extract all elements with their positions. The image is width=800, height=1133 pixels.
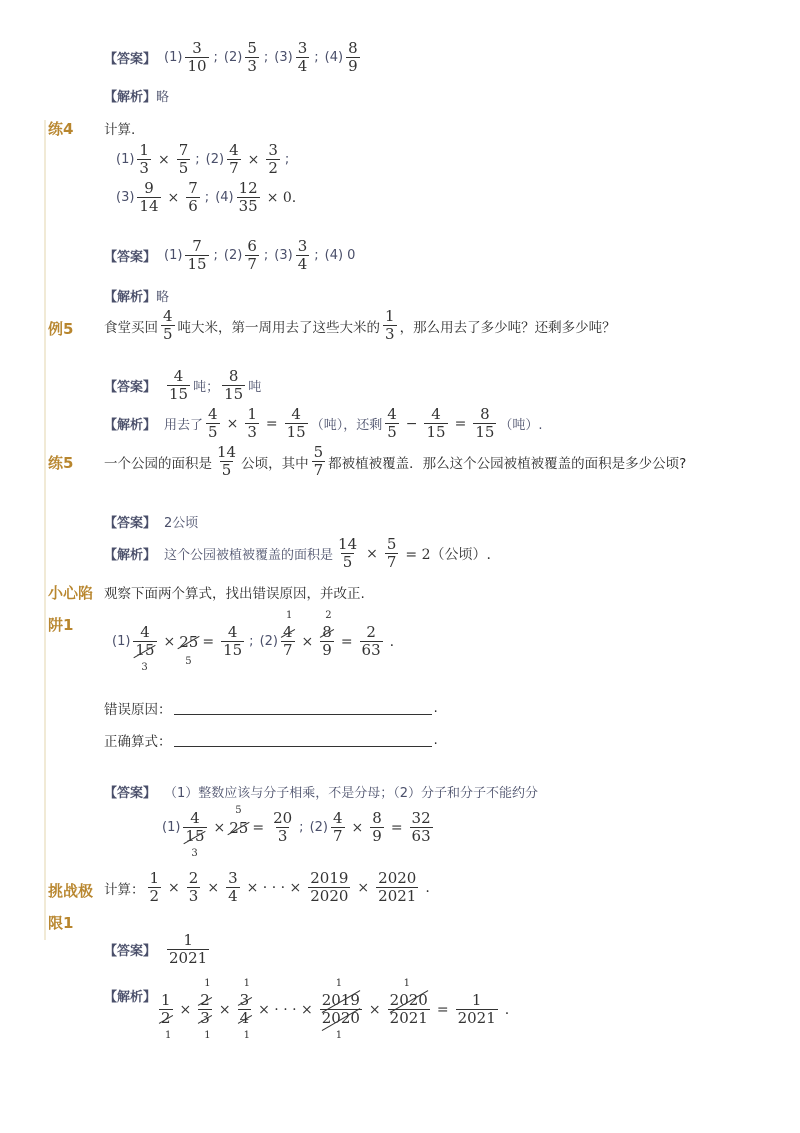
fraction: $\frac{4}{5}$ [387, 405, 397, 442]
li5-answer [104, 368, 261, 404]
answer-label: 【答案】 [104, 516, 157, 531]
q-text: ，那么用去了多少吨？还剩多少吨？ [399, 319, 616, 336]
part-label: (3) [274, 50, 293, 66]
part-label: (1) [112, 634, 131, 650]
fraction: $\frac{12}{35}$ [238, 179, 258, 216]
fraction: $\frac{7}{6}$ [188, 179, 198, 216]
unit: 吨 [248, 380, 262, 396]
fraction: $\frac{8}{9}$ [372, 809, 382, 846]
analysis-label: 【解析】 [104, 990, 157, 1005]
fraction: $\frac{8}{15}$ [224, 367, 244, 404]
lian4-line1: (1) $\frac{1}{3}$ × $\frac{7}{5}$ ; (2) $\frac{4}{7}$ × $\frac{3}{2}$ ; [116, 141, 290, 178]
fraction: $\frac{8}{9}$ [348, 39, 358, 76]
fraction: $\frac{3}{4}$ [297, 39, 308, 76]
fraction: $\frac{8}{15}$ [475, 405, 495, 442]
fraction: $\frac{4}{15}$ [169, 367, 189, 404]
fraction: $\frac{1}{3}$ [385, 307, 395, 344]
analysis-row-1 [104, 86, 169, 105]
fraction: $\frac{20}{3}$ [273, 809, 293, 846]
a-text: （吨），还剩 [310, 418, 383, 434]
lian4-line2: (3) $\frac{9}{14}$ × $\frac{7}{6}$ ; (4) $\frac{12}{35}$ × 0. [116, 179, 297, 216]
fraction: 2 3 1 1 [200, 978, 211, 1041]
answer-label: 【答案】 [104, 52, 157, 68]
fraction: $\frac{32}{63}$ [411, 809, 431, 846]
li5-question [104, 308, 616, 344]
a-text: 这个公园被植被覆盖的面积是 [164, 548, 334, 564]
part-label: (1) [162, 820, 181, 836]
fraction: $\frac{6}{7}$ [247, 237, 257, 274]
fraction: $\frac{3}{2}$ [268, 141, 278, 178]
answer-label: 【答案】 [104, 944, 157, 960]
fraction: $\frac{4}{15}$ [286, 405, 306, 442]
zero: 0 [347, 248, 356, 264]
section-challenge-2: 限1 [48, 914, 74, 932]
lian4-question: 计算. [104, 122, 136, 138]
fraction: $\frac{2020}{2021}$ [378, 869, 417, 906]
a-text: = 2（公顷）. [405, 546, 491, 563]
analysis-label: 【解析】 [104, 418, 157, 434]
part-label: (2) [205, 152, 225, 168]
fraction: $\frac{1}{3}$ [247, 405, 257, 442]
fraction: $\frac{5}{7}$ [313, 443, 324, 480]
part-label: (1) [164, 50, 183, 66]
fraction: $\frac{2}{63}$ [361, 623, 381, 660]
part-label: (2) [309, 820, 328, 836]
q-text: 吨大米，第一周用去了这些大米的 [177, 319, 381, 336]
q-text: 公顷，其中 [241, 455, 309, 472]
answer-label: 【答案】 [104, 786, 157, 801]
section-challenge: 挑战极 [48, 882, 94, 900]
error-reason-line: 错误原因： . [104, 700, 438, 718]
fraction: $\frac{4}{5}$ [163, 307, 173, 344]
fraction: 4 15 3 [135, 623, 155, 673]
part-label: (2) [223, 248, 243, 264]
analysis-label: 【解析】 [104, 548, 157, 564]
fraction: 8 9 2 [322, 610, 332, 660]
error-reason-label: 错误原因： [104, 702, 172, 718]
a-text: （吨）. [499, 418, 543, 434]
part-label: (1) [116, 152, 135, 168]
trap-answer-formulas: (1) 4 15 3 × 25 5 = $\frac{20}{3}$ ; (2) $\frac{4}{7}$ × $\frac{8}{9}$ = $\frac{32}{63}$ [162, 804, 431, 859]
part-label: (2) [223, 50, 243, 66]
blank-line[interactable] [174, 734, 432, 747]
challenge-answer [104, 932, 212, 968]
a-text: 用去了 [164, 418, 204, 434]
answer-text: 2公顷 [164, 516, 199, 531]
q-text: 一个公园的面积是 [104, 455, 212, 472]
section-lian4: 练4 [48, 120, 74, 138]
fraction: 4 7 1 [282, 610, 293, 660]
fraction: $\frac{3}{4}$ [228, 869, 238, 906]
lian5-question [104, 444, 686, 480]
li5-analysis: 【解析】 用去了 $\frac{4}{5}$ × $\frac{1}{3}$ = $\frac{4}{15}$ （吨），还剩 $\frac{4}{5}$ − $\frac{4}{15}$ = $\frac{8}{15}$ （吨）. [104, 405, 543, 442]
fraction: $\frac{5}{7}$ [386, 535, 397, 572]
analysis-label: 【解析】 [104, 290, 157, 305]
fraction: 4 15 3 [185, 809, 205, 859]
answer-text: （1）整数应该与分子相乘，不是分母；（2）分子和分子不能约分 [164, 786, 539, 801]
correct-formula-label: 正确算式： [104, 734, 172, 750]
fraction: $\frac{2}{3}$ [188, 869, 199, 906]
fraction: $\frac{3}{10}$ [187, 39, 207, 76]
fraction: 1 2 1 [161, 991, 172, 1041]
part-label: (4) [324, 248, 344, 264]
fraction: $\frac{4}{7}$ [332, 809, 343, 846]
fraction: 2020 2021 1 [389, 978, 428, 1028]
challenge-analysis [104, 986, 156, 1005]
answer-row-1: 【答案】 (1) $\frac{3}{10}$ ; (2) $\frac{5}{3}$ ; (3) $\frac{3}{4}$ ; (4) $\frac{8}{9}$ [104, 39, 358, 76]
section-trap-2: 阱1 [48, 616, 74, 634]
fraction: $\frac{1}{3}$ [139, 141, 149, 178]
part-label: (3) [116, 190, 135, 206]
correct-formula-line: 正确算式： . [104, 732, 438, 750]
analysis-label: 【解析】 [104, 90, 157, 105]
lian5-analysis: 【解析】 这个公园被植被覆盖的面积是 $\frac{14}{5}$ × $\frac{5}{7}$ = 2（公顷）. [104, 535, 491, 572]
q-text: 计算： [104, 881, 145, 898]
fraction: $\frac{2019}{2020}$ [310, 869, 349, 906]
challenge-analysis-formula: 1 2 1 × 2 3 1 1 × 3 4 1 1 × · · · × 2019 2020 1 1 × 2020 2021 1 = $\frac{1}{2021}$ . [161, 978, 510, 1041]
fraction: $\frac{3}{4}$ [297, 237, 308, 274]
fraction: $\frac{9}{14}$ [139, 179, 159, 216]
lian4-answer: 【答案】 (1) $\frac{7}{15}$ ; (2) $\frac{6}{7}$ ; (3) $\frac{3}{4}$ ; (4) 0 [104, 237, 356, 274]
fraction: $\frac{4}{7}$ [229, 141, 239, 178]
times-zero: × 0. [266, 189, 297, 206]
part-label: (4) [324, 50, 344, 66]
q-text: 都被植被覆盖．那么这个公园被植被覆盖的面积是多少公顷? [328, 455, 687, 472]
trap-formulas: (1) 4 15 3 × 25 5 = $\frac{4}{15}$ ; (2) 4 7 1 × 8 9 2 = $\frac{2}{63}$ . [112, 610, 395, 673]
fraction: $\frac{4}{15}$ [223, 623, 243, 660]
trap-question: 观察下面两个算式，找出错误原因，并改正. [104, 586, 365, 602]
challenge-question: 计算： $\frac{1}{2}$ × $\frac{2}{3}$ × $\frac{3}{4}$ × · · · × $\frac{2019}{2020}$ × $\frac{2020}{2021}$ . [104, 869, 430, 906]
q-text: 食堂买回 [104, 319, 158, 336]
section-trap: 小心陷 [48, 584, 94, 602]
unit: 吨； [193, 380, 220, 396]
answer-label: 【答案】 [104, 380, 157, 396]
fraction: $\frac{4}{5}$ [208, 405, 218, 442]
lian4-analysis [104, 286, 169, 305]
section-li5: 例5 [48, 320, 74, 338]
fraction: 2019 2020 1 1 [321, 978, 360, 1041]
fraction: 3 4 1 1 [239, 978, 250, 1041]
part-label: (3) [274, 248, 293, 264]
fraction: $\frac{7}{5}$ [178, 141, 189, 178]
fraction: $\frac{1}{2021}$ [457, 991, 496, 1028]
trap-answer [104, 782, 538, 801]
blank-line[interactable] [174, 702, 432, 715]
fraction: $\frac{14}{5}$ [338, 535, 358, 572]
section-lian5: 练5 [48, 454, 74, 472]
answer-label: 【答案】 [104, 250, 157, 266]
left-rail [44, 120, 46, 940]
part-label: (1) [164, 248, 183, 264]
fraction: $\frac{1}{2021}$ [169, 931, 208, 968]
part-label: (4) [215, 190, 234, 206]
fraction: $\frac{14}{5}$ [217, 443, 237, 480]
analysis-text: 略 [156, 90, 170, 105]
fraction: $\frac{4}{15}$ [426, 405, 446, 442]
lian5-answer [104, 512, 198, 531]
fraction: $\frac{5}{3}$ [247, 39, 257, 76]
analysis-text: 略 [156, 290, 170, 305]
fraction: $\frac{7}{15}$ [187, 237, 207, 274]
fraction: $\frac{1}{2}$ [149, 869, 160, 906]
part-label: (2) [259, 634, 278, 650]
